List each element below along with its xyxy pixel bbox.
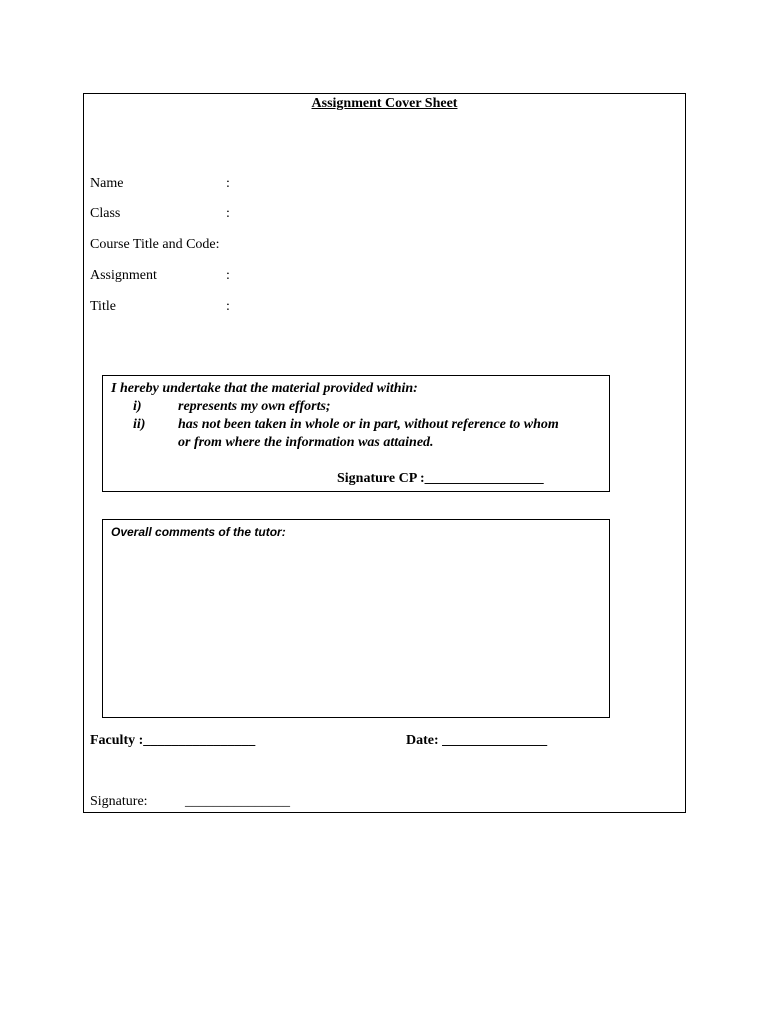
title-colon: : bbox=[226, 299, 230, 314]
course-field bbox=[90, 236, 220, 254]
declaration-item bbox=[133, 416, 559, 434]
declaration-item-number: ii) bbox=[133, 417, 146, 432]
assignment-field bbox=[90, 267, 230, 285]
declaration-item bbox=[133, 398, 331, 416]
declaration-continuation: or from where the information was attained. bbox=[178, 435, 434, 450]
declaration-box bbox=[102, 375, 610, 492]
assignment-colon: : bbox=[226, 268, 230, 283]
assignment-label: Assignment bbox=[90, 268, 157, 283]
name-colon: : bbox=[226, 176, 230, 191]
declaration-intro: I hereby undertake that the material provided within: bbox=[111, 381, 418, 396]
title-field bbox=[90, 298, 230, 316]
class-label: Class bbox=[90, 206, 121, 221]
signature-label: Signature: bbox=[90, 794, 148, 809]
tutor-comments-label: Overall comments of the tutor: bbox=[111, 525, 286, 539]
title-label: Title bbox=[90, 299, 116, 314]
class-colon: : bbox=[226, 206, 230, 221]
cover-sheet bbox=[83, 93, 686, 813]
tutor-comments-box bbox=[102, 519, 610, 718]
signature-line: _______________ bbox=[185, 794, 290, 809]
declaration-item-text: has not been taken in whole or in part, without reference to whom bbox=[178, 417, 559, 432]
name-field bbox=[90, 175, 230, 193]
date-line: Date: _______________ bbox=[406, 733, 548, 748]
page-title: Assignment Cover Sheet bbox=[311, 96, 458, 111]
faculty-line: Faculty :________________ bbox=[90, 733, 256, 748]
course-label: Course Title and Code: bbox=[90, 237, 220, 252]
signature-cp-line: Signature CP :_________________ bbox=[337, 471, 544, 486]
declaration-item-number: i) bbox=[133, 399, 142, 414]
class-field bbox=[90, 205, 230, 223]
declaration-item-text: represents my own efforts; bbox=[178, 399, 331, 414]
name-label: Name bbox=[90, 176, 124, 191]
